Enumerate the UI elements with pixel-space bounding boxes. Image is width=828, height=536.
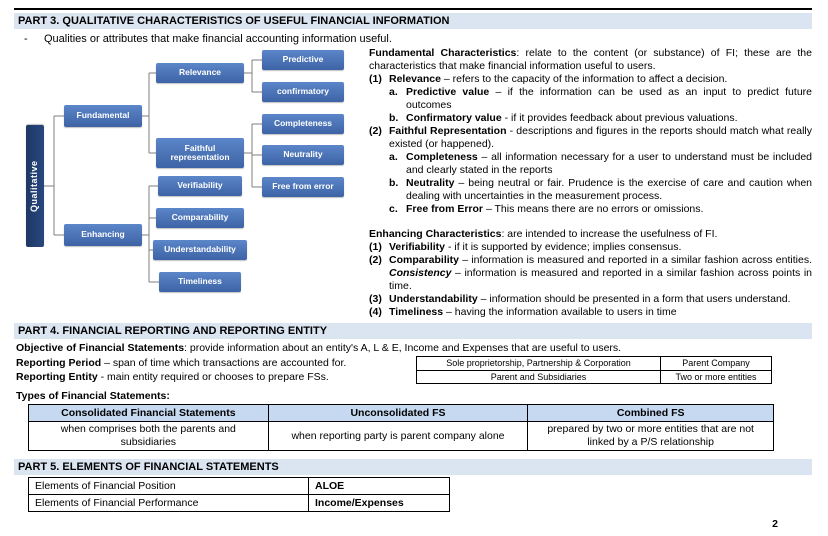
table-cell: ALOE	[309, 478, 450, 495]
part3-bullet-line	[14, 31, 812, 47]
diagram-node-fundamental: Fundamental	[64, 105, 142, 127]
reporting-row	[14, 356, 812, 384]
diagram-node-faithful-representation: Faithful representation	[156, 138, 244, 168]
objective-text: : provide information about an entity's A, L & E, Income and Expenses that are useful to users.	[184, 342, 622, 354]
table-row	[29, 478, 450, 495]
item-label: Faithful Representation	[389, 125, 507, 137]
enhancing-lead-label: Enhancing Characteristics	[369, 228, 502, 240]
sub-item-neutrality	[389, 177, 812, 203]
item-number: (1)	[369, 73, 382, 85]
part3-header: PART 3. QUALITATIVE CHARACTERISTICS OF USEFUL FINANCIAL INFORMATION	[14, 13, 812, 29]
elements-of-fs-table	[28, 477, 450, 512]
table-row	[29, 495, 450, 512]
types-of-fs-title: Types of Financial Statements:	[16, 390, 170, 402]
part4-header: PART 4. FINANCIAL REPORTING AND REPORTING ENTITY	[14, 323, 812, 339]
table-header-row	[29, 405, 774, 422]
item-label: Comparability	[389, 254, 460, 266]
item-text2: – information is measured and reported in a similar fashion across points in time.	[389, 267, 812, 292]
item-text: – having the information available to users in time	[443, 306, 677, 318]
list-item-verifiability	[369, 241, 812, 254]
item-number: (1)	[369, 241, 382, 253]
table-cell: Elements of Financial Position	[29, 478, 309, 495]
item-number: (3)	[369, 293, 382, 305]
diagram-node-qualitative: Qualitative	[26, 125, 44, 247]
diagram-node-confirmatory: confirmatory	[262, 82, 344, 102]
sub-text: – all information necessary for a user to understand must be included and clearly stated in the reports	[406, 151, 812, 176]
reporting-entity-line	[14, 370, 416, 384]
fundamental-lead-text: : relate to the content (or substance) of FI; these are the characteristics that make financial information useful to users.	[369, 47, 812, 72]
sub-letter: b.	[389, 177, 399, 189]
diagram-node-verifiability: Verifiability	[158, 176, 242, 196]
reporting-entity-text: - main entity required or chooses to prepare FSs.	[97, 371, 329, 383]
item-label: Timeliness	[389, 306, 444, 318]
sub-label: Predictive value	[406, 86, 490, 98]
fundamental-lead-label: Fundamental Characteristics	[369, 47, 517, 59]
bullet-dash: -	[24, 33, 28, 45]
item-number: (2)	[369, 254, 382, 266]
diagram-node-enhancing: Enhancing	[64, 224, 142, 246]
top-divider	[14, 8, 812, 10]
table-cell: Two or more entities	[661, 370, 772, 384]
table-cell: Income/Expenses	[309, 495, 450, 512]
page-number: 2	[772, 518, 778, 530]
table-cell: when comprises both the parents and subsidiaries	[29, 422, 269, 451]
list-item-understandability	[369, 293, 812, 306]
item-number: (2)	[369, 125, 382, 137]
objective-line	[14, 341, 812, 355]
sub-label: Confirmatory value	[406, 112, 502, 124]
sub-item-predictive-value	[389, 86, 812, 112]
reporting-period-line	[14, 356, 416, 370]
sub-label: Completeness	[406, 151, 478, 163]
diagram-node-relevance: Relevance	[156, 63, 244, 83]
table-header-cell: Consolidated Financial Statements	[29, 405, 269, 422]
sub-letter: c.	[389, 203, 398, 215]
item-label: Understandability	[389, 293, 478, 305]
sub-letter: a.	[389, 86, 398, 98]
sub-letter: a.	[389, 151, 398, 163]
table-header-cell: Unconsolidated FS	[268, 405, 528, 422]
diagram-node-neutrality: Neutrality	[262, 145, 344, 165]
sub-text: - if it provides feedback about previous valuations.	[501, 112, 738, 124]
list-item-timeliness	[369, 306, 812, 319]
item-text: – refers to the capacity of the information to affect a decision.	[440, 73, 728, 85]
sub-item-free-from-error	[389, 203, 812, 216]
part3-bullet-text: Qualities or attributes that make financial accounting information useful.	[44, 33, 392, 45]
part3-content	[14, 47, 812, 319]
reporting-period-text: – span of time which transactions are accounted for.	[101, 357, 347, 369]
types-of-fs-table	[28, 404, 774, 451]
table-cell: when reporting party is parent company alone	[268, 422, 528, 451]
table-row	[417, 357, 772, 371]
item-number: (4)	[369, 306, 382, 318]
sub-text: – This means there are no errors or omissions.	[483, 203, 704, 215]
table-cell: prepared by two or more entities that are not linked by a P/S relationship	[528, 422, 774, 451]
item-label: Relevance	[389, 73, 441, 85]
qualitative-characteristics-diagram	[14, 47, 359, 299]
item-label-consistency: Consistency	[389, 267, 452, 279]
table-cell: Sole proprietorship, Partnership & Corporation	[417, 357, 661, 371]
table-cell: Parent Company	[661, 357, 772, 371]
sub-label: Neutrality	[406, 177, 455, 189]
sub-item-confirmatory-value	[389, 112, 812, 125]
diagram-node-predictive: Predictive	[262, 50, 344, 70]
item-text: – information is measured and reported in a similar fashion across entities.	[459, 254, 812, 266]
table-row	[29, 422, 774, 451]
list-item-comparability	[369, 254, 812, 293]
list-item-faithful-representation	[369, 125, 812, 151]
list-item-relevance	[369, 73, 812, 86]
spacer	[369, 216, 812, 228]
reporting-entity-table	[416, 356, 772, 384]
diagram-node-comparability: Comparability	[156, 208, 244, 228]
reporting-period-label: Reporting Period	[16, 357, 102, 369]
item-text: – information should be presented in a form that users understand.	[477, 293, 791, 305]
sub-text: – being neutral or fair. Prudence is the exercise of care and caution when dealing with uncertainties in the measurement process.	[406, 177, 812, 202]
diagram-node-understandability: Understandability	[153, 240, 247, 260]
table-row	[417, 370, 772, 384]
table-cell: Elements of Financial Performance	[29, 495, 309, 512]
fundamental-lead-paragraph	[369, 47, 812, 73]
enhancing-lead-paragraph	[369, 228, 812, 241]
item-text: - if it is supported by evidence; implies consensus.	[445, 241, 682, 253]
diagram-node-timeliness: Timeliness	[159, 272, 241, 292]
reporting-entity-label: Reporting Entity	[16, 371, 98, 383]
diagram-node-free-from-error: Free from error	[262, 177, 344, 197]
reporting-definitions	[14, 356, 416, 384]
item-text: - descriptions and figures in the reports should match what really existed (or happened).	[389, 125, 812, 150]
sub-label: Free from Error	[406, 203, 484, 215]
sub-text: – if the information can be used as an input to predict future outcomes	[406, 86, 812, 111]
diagram-node-completeness: Completeness	[262, 114, 344, 134]
enhancing-lead-text: : are intended to increase the usefulness of FI.	[501, 228, 718, 240]
part3-notes	[369, 47, 812, 319]
part5-header: PART 5. ELEMENTS OF FINANCIAL STATEMENTS	[14, 459, 812, 475]
table-cell: Parent and Subsidiaries	[417, 370, 661, 384]
table-header-cell: Combined FS	[528, 405, 774, 422]
item-label: Verifiability	[389, 241, 446, 253]
sub-item-completeness	[389, 151, 812, 177]
objective-label: Objective of Financial Statements	[16, 342, 185, 354]
sub-letter: b.	[389, 112, 399, 124]
